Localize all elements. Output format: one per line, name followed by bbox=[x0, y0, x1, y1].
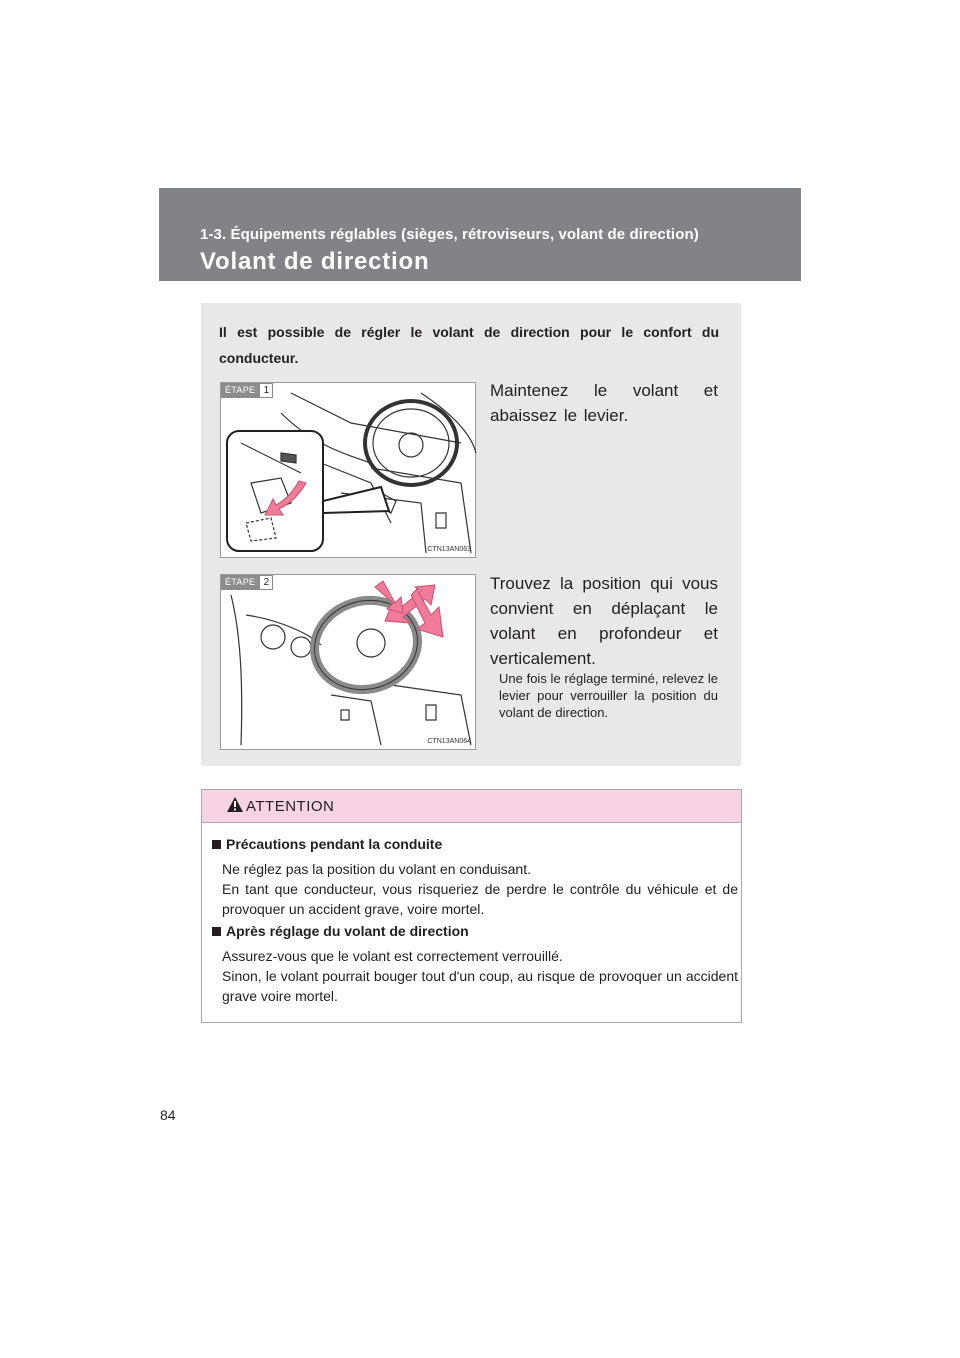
step1-badge: ÉTAPE 1 bbox=[221, 383, 273, 398]
warning-item-body: Assurez-vous que le volant est correctement verrouillé. Sinon, le volant pourrait bouger tout d'un coup, au risque de provoquer un accident grave voire mortel. bbox=[222, 948, 738, 1004]
warning-title: ATTENTION bbox=[246, 798, 335, 815]
warning-item bbox=[212, 834, 738, 919]
warning-item-body: Ne réglez pas la position du volant en conduisant. En tant que conducteur, vous risqueriez de perdre le contrôle du véhicule et de provoquer un accident grave, voire mortel. bbox=[222, 861, 738, 917]
intro-text: Il est possible de régler le volant de direction pour le confort du conducteur. bbox=[219, 324, 719, 366]
step2-badge: ÉTAPE 2 bbox=[221, 575, 273, 590]
step1-figure-code: CTN13AN063 bbox=[427, 546, 471, 553]
section-breadcrumb: 1-3. Équipements réglables (sièges, rétroviseurs, volant de direction) bbox=[200, 226, 699, 243]
square-bullet-icon bbox=[212, 840, 221, 849]
page-number: 84 bbox=[160, 1107, 176, 1123]
section-header bbox=[159, 188, 801, 281]
warning-item-heading: Précautions pendant la conduite bbox=[212, 834, 738, 854]
warning-item bbox=[212, 921, 738, 1006]
step2-text: Trouvez la position qui vous convient en déplaçant le volant en profondeur et verticalement. bbox=[490, 574, 718, 668]
page-title: Volant de direction bbox=[200, 248, 430, 275]
step1-text: Maintenez le volant et abaissez le levier. bbox=[490, 381, 718, 425]
warning-header bbox=[202, 790, 741, 823]
adjust-arrows-icon bbox=[375, 581, 443, 637]
step2-figure bbox=[220, 574, 476, 750]
procedure-panel bbox=[201, 303, 741, 766]
warning-triangle-icon bbox=[226, 796, 244, 813]
steering-adjust-illustration bbox=[221, 575, 477, 751]
step1-figure bbox=[220, 382, 476, 558]
steering-lever-illustration bbox=[221, 383, 477, 559]
step2-figure-code: CTN13AN064 bbox=[427, 738, 471, 745]
step2-note: Une fois le réglage terminé, relevez le levier pour verrouiller la position du volant de direction. bbox=[499, 671, 718, 720]
warning-box bbox=[201, 789, 742, 1023]
square-bullet-icon bbox=[212, 927, 221, 936]
warning-item-heading: Après réglage du volant de direction bbox=[212, 921, 738, 941]
